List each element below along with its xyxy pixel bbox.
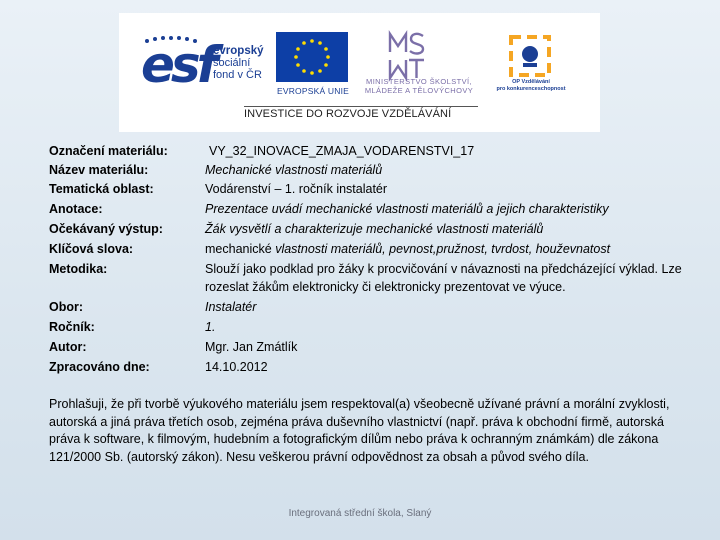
nazev-label: Název materiálu: (49, 163, 149, 177)
oznaceni-label: Označení materiálu: (49, 144, 168, 158)
obor-label: Obor: (49, 300, 84, 314)
op-logo-icon (507, 33, 553, 79)
esf-line3: fond v ČR (213, 69, 262, 81)
investice-text: INVESTICE DO ROZVOJE VZDĚLÁVÁNÍ (244, 108, 452, 120)
eu-caption: EVROPSKÁ UNIE (276, 86, 350, 96)
esf-letters: esf (141, 36, 215, 94)
msmt-caption (355, 77, 483, 95)
autor-label: Autor: (49, 340, 87, 354)
op-caption (483, 79, 579, 93)
msmt-logo-icon (387, 30, 427, 82)
nazev-value: Mechanické vlastnosti materiálů (205, 163, 383, 177)
oznaceni-value: VY_32_INOVACE_ZMAJA_VODARENSTVI_17 (209, 144, 475, 158)
esf-logo (141, 35, 269, 101)
eu-flag-icon (276, 32, 348, 82)
op-line1: OP Vzdělávání (512, 79, 550, 85)
msmt-line2: MLÁDEŽE A TĚLOVÝCHOVY (364, 86, 474, 95)
obor-value: Instalatér (205, 300, 257, 314)
metodika-label: Metodika: (49, 262, 108, 276)
logo-banner (119, 13, 600, 132)
msmt-line1: MINISTERSTVO ŠKOLSTVÍ, (366, 77, 472, 86)
author-statement: Prohlašuji, že při tvorbě výukového materiálu jsem respektoval(a) všeobecně užívané právní a morální zvyklosti, autorská a jiná práva třetích osob, zejména práva duševního vlastnictví (např. práva k obchodní firmě, autorská práva k software, k filmovým, hudebním a fotografickým dílům nebo práva k ochranným známkám) dle zákona 121/2000 Sb. (autorský zákon). Nesu veškerou právní odpovědnost za obsah a původ svého díla. (49, 397, 670, 464)
klicova-value-plain: mechanické (205, 242, 276, 256)
rocnik-value: 1. (205, 320, 216, 334)
anotace-value: Prezentace uvádí mechanické vlastnosti materiálů a jejich charakteristiky (205, 202, 609, 216)
autor-value: Mgr. Jan Zmátlík (205, 340, 298, 354)
esf-line2: sociální (213, 57, 251, 69)
rocnik-label: Ročník: (49, 320, 95, 334)
zpracovano-label: Zpracováno dne: (49, 360, 150, 374)
anotace-label: Anotace: (49, 202, 103, 216)
tematicka-label: Tematická oblast: (49, 182, 154, 196)
esf-line1: evropský (213, 45, 264, 57)
klicova-value-italic: vlastnosti materiálů, pevnost,pružnost, tvrdost, houževnatost (275, 242, 611, 256)
zpracovano-value: 14.10.2012 (205, 360, 268, 374)
invest-divider (244, 106, 478, 107)
footer-school-name: Integrovaná střední škola, Slaný (288, 508, 432, 519)
klicova-value (205, 240, 689, 259)
tematicka-value: Vodárenství – 1. ročník instalatér (205, 182, 388, 196)
vystup-value: Žák vysvětlí a charakterizuje mechanické vlastnosti materiálů (205, 222, 544, 236)
klicova-label: Klíčová slova: (49, 242, 134, 256)
vystup-label: Očekávaný výstup: (49, 222, 163, 236)
metodika-value: Slouží jako podklad pro žáky k procvičování v návaznosti na předcházející výklad. Lze rozeslat žákům elektronicky či elektronicky prezentovat ve výuce. (205, 262, 682, 294)
esf-text (213, 45, 283, 81)
op-line2: pro konkurenceschopnost (496, 86, 566, 92)
